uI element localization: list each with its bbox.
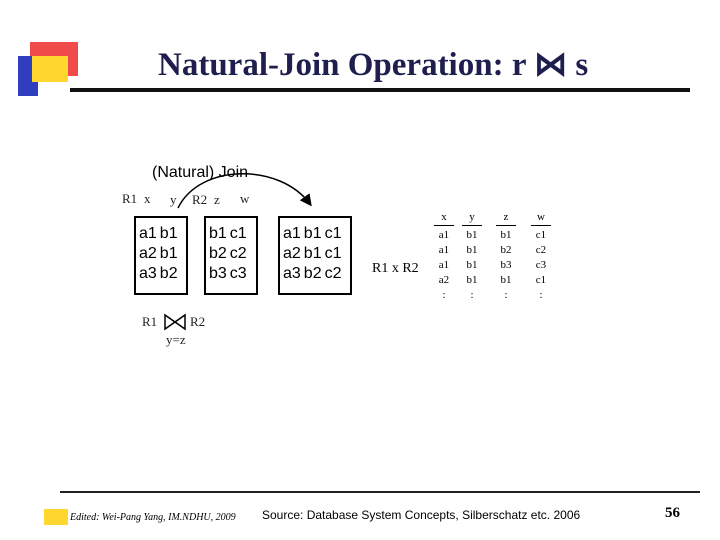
- result-cell: c1: [324, 225, 342, 242]
- r2-name: R2: [192, 192, 208, 207]
- product-cell: c1: [535, 274, 547, 286]
- product-cell: a1: [438, 259, 450, 271]
- result-cell: c2: [324, 265, 342, 282]
- product-column-x: [434, 210, 454, 303]
- r1-cell: b2: [159, 265, 178, 282]
- footer-source: Source: Database System Concepts, Silberschatz etc. 2006: [262, 508, 581, 522]
- r1-cell: a1: [139, 225, 157, 242]
- footer-decoration-square: [44, 509, 68, 525]
- r2-w-label: w: [240, 191, 250, 206]
- product-cell: a2: [438, 274, 450, 286]
- product-column-y: [462, 210, 482, 303]
- product-cell: b1: [500, 274, 512, 286]
- table-row: [280, 244, 345, 264]
- product-column-z: [496, 210, 516, 303]
- slide-title: Natural-Join Operation: r ⋈ s: [158, 47, 589, 83]
- r1-name: R1: [122, 191, 138, 206]
- r1-y-label: y: [170, 192, 177, 207]
- result-cell: a3: [283, 265, 301, 282]
- r2-cell: c2: [229, 245, 247, 262]
- product-cell: :: [539, 289, 543, 301]
- product-cell: :: [442, 289, 446, 301]
- table-row: [206, 244, 250, 264]
- title-decoration-yellow-square: [32, 56, 68, 82]
- product-header: y: [462, 210, 482, 226]
- r1-cell: a3: [139, 265, 157, 282]
- r2-cell: b3: [209, 265, 227, 282]
- product-label: R1 x R2: [372, 261, 419, 276]
- expression-left: R1: [142, 314, 158, 329]
- product-cell: a1: [438, 244, 450, 256]
- join-label: (Natural) Join: [152, 164, 249, 181]
- r1-cell: b1: [159, 245, 178, 262]
- product-cell: :: [504, 289, 508, 301]
- product-header: w: [531, 210, 551, 226]
- r2-z-label: z: [214, 192, 220, 207]
- product-cell: b1: [466, 274, 478, 286]
- table-row: [280, 224, 345, 244]
- product-cell: :: [470, 289, 474, 301]
- result-cell: b2: [303, 265, 322, 282]
- product-header: z: [496, 210, 516, 226]
- table-row: [206, 224, 250, 244]
- product-header: x: [434, 210, 454, 226]
- table-row: [280, 264, 345, 284]
- product-column-w: [531, 210, 551, 303]
- product-cell: b1: [466, 244, 478, 256]
- result-table: [278, 216, 352, 295]
- r1-x-label: x: [144, 191, 151, 206]
- product-cell: b1: [466, 229, 478, 241]
- title-underline: [70, 88, 690, 92]
- footer-edited: Edited: Wei-Pang Yang, IM.NDHU, 2009: [70, 512, 236, 523]
- result-cell: b1: [303, 225, 322, 242]
- table-row: [136, 244, 181, 264]
- product-cell: b3: [500, 259, 512, 271]
- r2-cell: c3: [229, 265, 247, 282]
- r2-cell: b1: [209, 225, 227, 242]
- r1-cell: b1: [159, 225, 178, 242]
- page-number: 56: [665, 505, 680, 521]
- table-row: [136, 224, 181, 244]
- expression-condition: y=z: [166, 332, 186, 347]
- expression-right: R2: [190, 314, 206, 329]
- product-cell: c1: [535, 229, 547, 241]
- natural-join-icon: [162, 312, 188, 332]
- r1-cell: a2: [139, 245, 157, 262]
- product-cell: b2: [500, 244, 512, 256]
- r1-table: [134, 216, 188, 295]
- product-cell: c3: [535, 259, 547, 271]
- table-row: [136, 264, 181, 284]
- product-cell: b1: [500, 229, 512, 241]
- product-cell: a1: [438, 229, 450, 241]
- product-cell: b1: [466, 259, 478, 271]
- footer-rule: [60, 491, 700, 493]
- product-cell: c2: [535, 244, 547, 256]
- r2-cell: c1: [229, 225, 247, 242]
- result-cell: a1: [283, 225, 301, 242]
- result-cell: c1: [324, 245, 342, 262]
- table-row: [206, 264, 250, 284]
- result-cell: b1: [303, 245, 322, 262]
- r2-cell: b2: [209, 245, 227, 262]
- result-cell: a2: [283, 245, 301, 262]
- r2-table: [204, 216, 258, 295]
